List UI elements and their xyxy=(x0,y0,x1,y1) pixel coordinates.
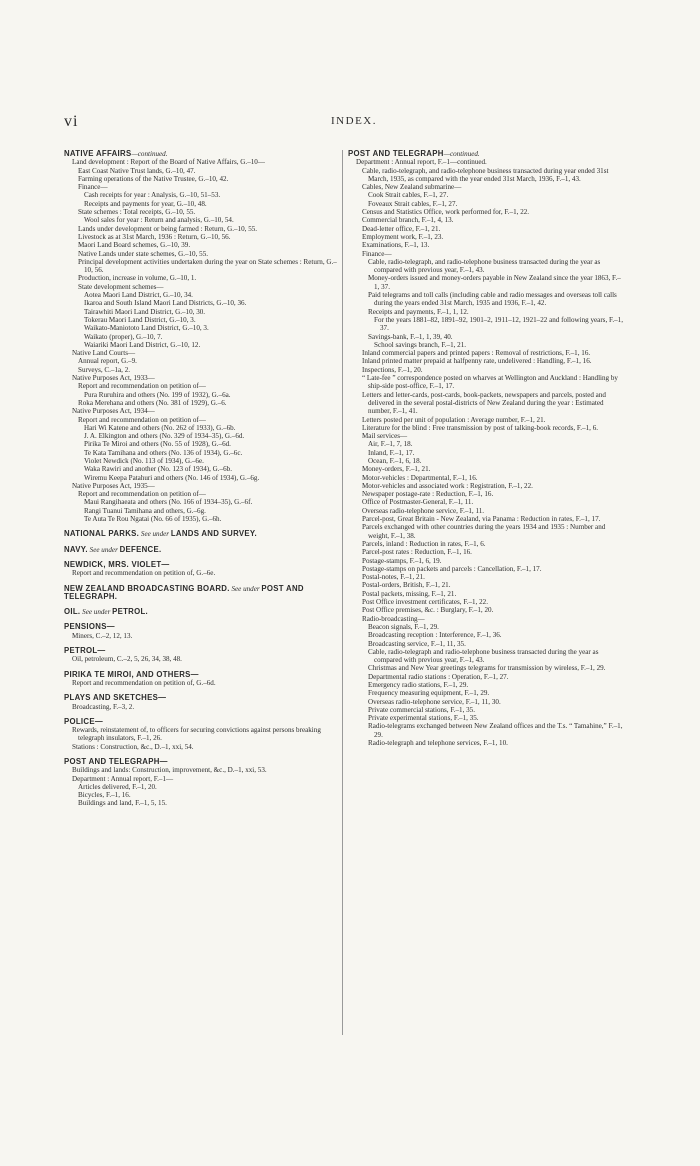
see-under-note: See under xyxy=(82,608,111,617)
heading-text: OIL. xyxy=(64,607,81,617)
index-heading xyxy=(64,671,342,679)
index-entry: Postage-stamps, F.–1, 6, 19. xyxy=(362,556,442,565)
index-entry: Motor-vehicles and associated work : Registration, F.–1, 22. xyxy=(362,481,533,490)
index-entry: J. A. Elkington and others (No. 329 of 1934–35), G.–6d. xyxy=(84,432,245,441)
index-entry: Miners, C.–2, 12, 13. xyxy=(72,631,133,640)
index-heading xyxy=(64,758,342,766)
index-heading xyxy=(348,150,626,158)
index-entry: Cash receipts for year : Analysis, G.–10, 51–53. xyxy=(84,191,221,200)
heading-text: POLICE— xyxy=(64,716,103,726)
index-entry: Cable, radio-telegraph and radio-telephone business transacted during the year as compared with previous year, F.–1, 43. xyxy=(368,647,599,665)
index-entry: Post Office investment certificates, F.–1, 22. xyxy=(362,598,488,607)
index-entry: Emergency radio stations, F.–1, 29. xyxy=(368,681,469,689)
index-heading xyxy=(64,608,342,616)
index-entry: Broadcasting reception : Interference, F.–1, 36. xyxy=(368,631,502,640)
index-entry: Letters and letter-cards, post-cards, book-packets, newspapers and parcels, posted and delivered in the several postal-districts of New Zealand during the year : Estimated number, F.–1, 41. xyxy=(362,390,606,416)
index-entry: Oil, petroleum, C.–2, 5, 26, 34, 38, 48. xyxy=(72,655,182,664)
column-divider xyxy=(342,150,343,1035)
index-column-right xyxy=(348,150,626,747)
index-heading xyxy=(64,546,342,554)
index-entry: Aotea Maori Land District, G.–10, 34. xyxy=(84,291,193,300)
index-entry: Air, F.–1, 7, 18. xyxy=(368,440,413,449)
index-entry: Te Auta Te Rou Ngatai (No. 66 of 1935), G.–6h. xyxy=(84,515,222,524)
see-under-note: See under xyxy=(140,530,170,539)
index-entry: School savings branch, F.–1, 21. xyxy=(374,340,467,349)
index-entry: Annual report, G.–9. xyxy=(78,357,137,366)
index-entry: Violet Newdick (No. 113 of 1934), G.–6e. xyxy=(84,456,204,465)
index-entry: Stations : Construction, &c., D.–1, xxi, 54. xyxy=(72,742,194,751)
continued-note: —continued. xyxy=(443,150,480,158)
index-entry: Receipts and payments for year, G.–10, 48. xyxy=(84,199,207,208)
heading-text: NEW ZEALAND BROADCASTING BOARD. xyxy=(64,583,230,593)
index-entry: Radio-broadcasting— xyxy=(362,614,425,623)
index-entry: Parcel-post, Great Britain - New Zealand, via Panama : Reduction in rates, F.–1, 17. xyxy=(362,515,601,524)
index-entry: Native Lands under state schemes, G.–10, 55. xyxy=(78,249,209,258)
index-entry: Receipts and payments, F.–1, 1, 12. xyxy=(368,307,469,316)
index-entry: Report and recommendation on petition of— xyxy=(78,382,206,391)
index-entry: “ Late-fee ” correspondence posted on wharves at Wellington and Auckland : Handling by ship-side post-office, F.–1, 17. xyxy=(362,374,618,391)
index-entry: Ocean, F.–1, 6, 18. xyxy=(368,456,422,465)
index-entry: Cook Strait cables, F.–1, 27. xyxy=(368,191,449,200)
index-entry: Finance— xyxy=(362,249,392,258)
index-entry: Money-orders, F.–1, 21. xyxy=(362,465,431,474)
index-entry: Employment work, F.–1, 23. xyxy=(362,232,444,241)
index-heading xyxy=(64,623,342,631)
index-entry: Pura Ruruhira and others (No. 199 of 1932), G.–6a. xyxy=(84,390,231,399)
index-entry: Frequency measuring equipment, F.–1, 29. xyxy=(368,689,490,698)
index-entry: Overseas radio-telephone service, F.–1, 11. xyxy=(362,506,485,515)
index-entry: Report and recommendation on petition of, G.–6e. xyxy=(72,569,216,578)
index-entry: Mail services— xyxy=(362,432,408,441)
index-entry: Radio-telegraph and telephone services, F.–1, 10. xyxy=(368,739,508,748)
index-entry: Maui Rangihaeata and others (No. 166 of 1934–35), G.–6f. xyxy=(84,498,253,507)
index-entry: Inland printed matter prepaid at halfpenny rate, undelivered : Handling, F.–1, 16. xyxy=(362,357,592,366)
index-entry: Commercial branch, F.–1, 4, 13. xyxy=(362,216,454,225)
index-entry: Motor-vehicles : Departmental, F.–1, 16. xyxy=(362,473,478,482)
index-entry: Inland commercial papers and printed papers : Removal of restrictions, F.–1, 16. xyxy=(362,349,591,358)
index-entry: State development schemes— xyxy=(78,282,164,291)
index-entry: Foveaux Strait cables, F.–1, 27. xyxy=(368,199,458,208)
index-entry: Rewards, reinstatement of, to officers for securing convictions against persons breaking telegraph insulators, F.–1, 26. xyxy=(72,726,321,743)
index-entry: Christmas and New Year greetings telegrams for transmission by wireless, F.–1, 29. xyxy=(368,664,606,673)
index-entry: Principal development activities undertaken during the year on State schemes : Return, G.–10, 56. xyxy=(78,257,337,275)
index-entry: Waikato-Maniototo Land District, G.–10, 3. xyxy=(84,324,209,333)
index-entry: Cable, radio-telegraph, and radio-telephone business transacted during year ended 31st March, 1935, as compared with the year ended 31st March, 1936, F.–1, 43. xyxy=(362,166,609,183)
index-entry: Finance— xyxy=(78,183,108,192)
index-entry: Postal-notes, F.–1, 21. xyxy=(362,573,425,582)
index-entry: Office of Postmaster-General, F.–1, 11. xyxy=(362,498,474,507)
index-entry: Native Land Courts— xyxy=(72,349,136,358)
heading-text: PENSIONS— xyxy=(64,622,115,632)
index-entry: Examinations, F.–1, 13. xyxy=(362,241,430,250)
index-entry: Report and recommendation on petition of— xyxy=(78,415,206,424)
index-entry: Wool sales for year : Return and analysis, G.–10, 54. xyxy=(84,216,234,225)
index-entry: Wiremu Keepa Patahuri and others (No. 146 of 1934), G.–6g. xyxy=(84,473,260,482)
heading-text: POST AND TELEGRAPH xyxy=(348,149,444,158)
heading-text: PLAYS AND SKETCHES— xyxy=(64,693,167,703)
cross-reference: POST AND TELEGRAPH. xyxy=(64,583,304,601)
index-entry: Broadcasting, F.–3, 2. xyxy=(72,702,135,711)
index-entry: Parcels, inland : Reduction in rates, F.–1, 6. xyxy=(362,539,486,548)
index-entry: Radio-telegrams exchanged between New Zealand offices and the T.s. “ Tamahine,” F.–1, 29. xyxy=(368,722,623,739)
index-entry: Census and Statistics Office, work performed for, F.–1, 22. xyxy=(362,208,530,217)
see-under-note: See under xyxy=(231,584,260,593)
index-entry: Native Purposes Act, 1934— xyxy=(72,407,155,416)
index-entry: Inspections, F.–1, 20. xyxy=(362,365,423,374)
index-entry: Private experimental stations, F.–1, 35. xyxy=(368,714,479,723)
index-entry: Lands under development or being farmed : Return, G.–10, 55. xyxy=(78,224,258,233)
index-entry: Maori Land Board schemes, G.–10, 39. xyxy=(78,241,191,250)
index-entry: Rangi Tuanui Tamihana and others, G.–6g. xyxy=(84,506,206,515)
heading-text: NAVY. xyxy=(64,544,88,554)
index-entry: Surveys, C.–1a, 2. xyxy=(78,365,131,374)
heading-text: NEWDICK, MRS. VIOLET— xyxy=(64,559,170,569)
index-entry: East Coast Native Trust lands, G.–10, 47. xyxy=(78,166,196,175)
heading-text: PIRIKA TE MIROI, AND OTHERS— xyxy=(64,669,199,679)
index-entry: Departmental radio stations : Operation, F.–1, 27. xyxy=(368,672,509,681)
index-entry: Waikato (proper), G.–10, 7. xyxy=(84,332,163,341)
index-entry: Hari Wi Katene and others (No. 262 of 1933), G.–6b. xyxy=(84,423,236,432)
index-entry: Ikaroa and South Island Maori Land Districts, G.–10, 36. xyxy=(84,299,247,308)
index-entry: Newspaper postage-rate : Reduction, F.–1, 16. xyxy=(362,490,494,499)
index-heading xyxy=(64,585,342,602)
index-entry: Native Purposes Act, 1933— xyxy=(72,374,155,383)
cross-reference: LANDS AND SURVEY. xyxy=(170,529,257,539)
index-entry: Post Office premises, &c. : Burglary, F.–1, 20. xyxy=(362,606,494,615)
index-heading xyxy=(64,718,342,726)
index-entry: Parcel-post rates : Reduction, F.–1, 16. xyxy=(362,548,472,557)
index-entry: Farming operations of the Native Trustee, G.–10, 42. xyxy=(78,174,229,183)
index-entry: Livestock as at 31st March, 1936 : Return, G.–10, 56. xyxy=(78,232,231,241)
index-entry: Buildings and lands: Construction, improvement, &c., D.–1, xxi, 53. xyxy=(72,766,267,775)
index-entry: Roka Merehana and others (No. 381 of 1929), G.–6. xyxy=(78,398,227,407)
index-heading xyxy=(64,561,342,569)
index-entry: Pirika Te Miroi and others (No. 55 of 1928), G.–6d. xyxy=(84,440,231,449)
heading-text: PETROL— xyxy=(64,646,106,656)
index-entry: Overseas radio-telephone service, F.–1, 11, 30. xyxy=(368,697,501,706)
index-entry: Parcels exchanged with other countries during the years 1934 and 1935 : Number and weight, F.–1, 38. xyxy=(362,523,606,540)
index-heading xyxy=(64,694,342,702)
index-heading xyxy=(64,647,342,655)
index-entry: Postal-orders, British, F.–1, 21. xyxy=(362,581,451,590)
index-entry: Private commercial stations, F.–1, 35. xyxy=(368,705,476,714)
page-title: INDEX. xyxy=(331,115,377,127)
index-entry: Tokerau Maori Land District, G.–10, 3. xyxy=(84,315,196,324)
index-heading xyxy=(64,150,342,158)
index-entry: Bicycles, F.–1, 16. xyxy=(78,791,131,800)
index-entry: Native Purposes Act, 1935— xyxy=(72,481,155,490)
index-entry: Articles delivered, F.–1, 20. xyxy=(78,782,157,791)
index-entry: Letters posted per unit of population : Average number, F.–1, 21. xyxy=(362,415,546,424)
index-entry: Money-orders issued and money-orders payable in New Zealand since the year 1863, F.–1, 37. xyxy=(368,274,621,291)
index-entry: Paid telegrams and toll calls (including cable and radio messages and overseas toll calls during the years ended 31st March, 1935 and 1936, F.–1, 42. xyxy=(368,291,617,308)
index-entry: Postal packets, missing, F.–1, 21. xyxy=(362,589,457,598)
continued-note: —continued. xyxy=(131,150,168,158)
index-entry: Literature for the blind : Free transmission by post of talking-book records, F.–1, 6. xyxy=(362,423,599,432)
heading-text: NATIONAL PARKS. xyxy=(64,529,140,539)
index-entry: Department : Annual report, F.–1—continued. xyxy=(356,158,487,167)
index-entry: Inland, F.–1, 17. xyxy=(368,448,415,457)
index-entry: Waka Rawiri and another (No. 123 of 1934), G.–6b. xyxy=(84,465,232,474)
index-entry: Savings-bank, F.–1, 1, 39, 40. xyxy=(368,332,453,341)
index-entry: Land development : Report of the Board of Native Affairs, G.–10— xyxy=(72,158,265,167)
cross-reference: PETROL. xyxy=(112,607,148,617)
index-entry: Report and recommendation on petition of— xyxy=(78,490,206,499)
page-number: vi xyxy=(64,113,79,130)
index-entry: Report and recommendation on petition of, G.–6d. xyxy=(72,678,216,687)
index-entry: Dead-letter office, F.–1, 21. xyxy=(362,224,441,233)
heading-text: POST AND TELEGRAPH— xyxy=(64,757,168,766)
index-column-left xyxy=(64,150,342,808)
index-entry: Department : Annual report, F.–1— xyxy=(72,774,174,783)
index-entry: Postage-stamps on packets and parcels : Cancellation, F.–1, 17. xyxy=(362,564,542,573)
index-heading xyxy=(64,530,342,538)
heading-text: NATIVE AFFAIRS xyxy=(64,149,132,158)
index-entry: State schemes : Total receipts, G.–10, 55. xyxy=(78,208,196,217)
index-entry: Buildings and land, F.–1, 5, 15. xyxy=(78,799,167,808)
cross-reference: DEFENCE. xyxy=(119,544,162,554)
index-entry: Cable, radio-telegraph, and radio-telephone business transacted during the year as compared with previous year, F.–1, 43. xyxy=(368,257,601,275)
index-entry: Cables, New Zealand submarine— xyxy=(362,183,462,192)
index-entry: Production, increase in volume, G.–10, 1. xyxy=(78,274,197,283)
see-under-note: See under xyxy=(89,545,118,554)
index-entry: Waiariki Maori Land District, G.–10, 12. xyxy=(84,340,201,349)
index-entry: Tairawhiti Maori Land District, G.–10, 30. xyxy=(84,307,206,316)
index-entry: For the years 1881–82, 1891–92, 1901–2, 1911–12, 1921–22 and following years, F.–1, 37. xyxy=(374,315,624,333)
index-entry: Beacon signals, F.–1, 29. xyxy=(368,622,439,631)
page-header xyxy=(64,113,644,131)
index-entry: Broadcasting service, F.–1, 11, 35. xyxy=(368,639,466,648)
index-entry: Te Kata Tamihana and others (No. 136 of 1934), G.–6c. xyxy=(84,448,243,457)
